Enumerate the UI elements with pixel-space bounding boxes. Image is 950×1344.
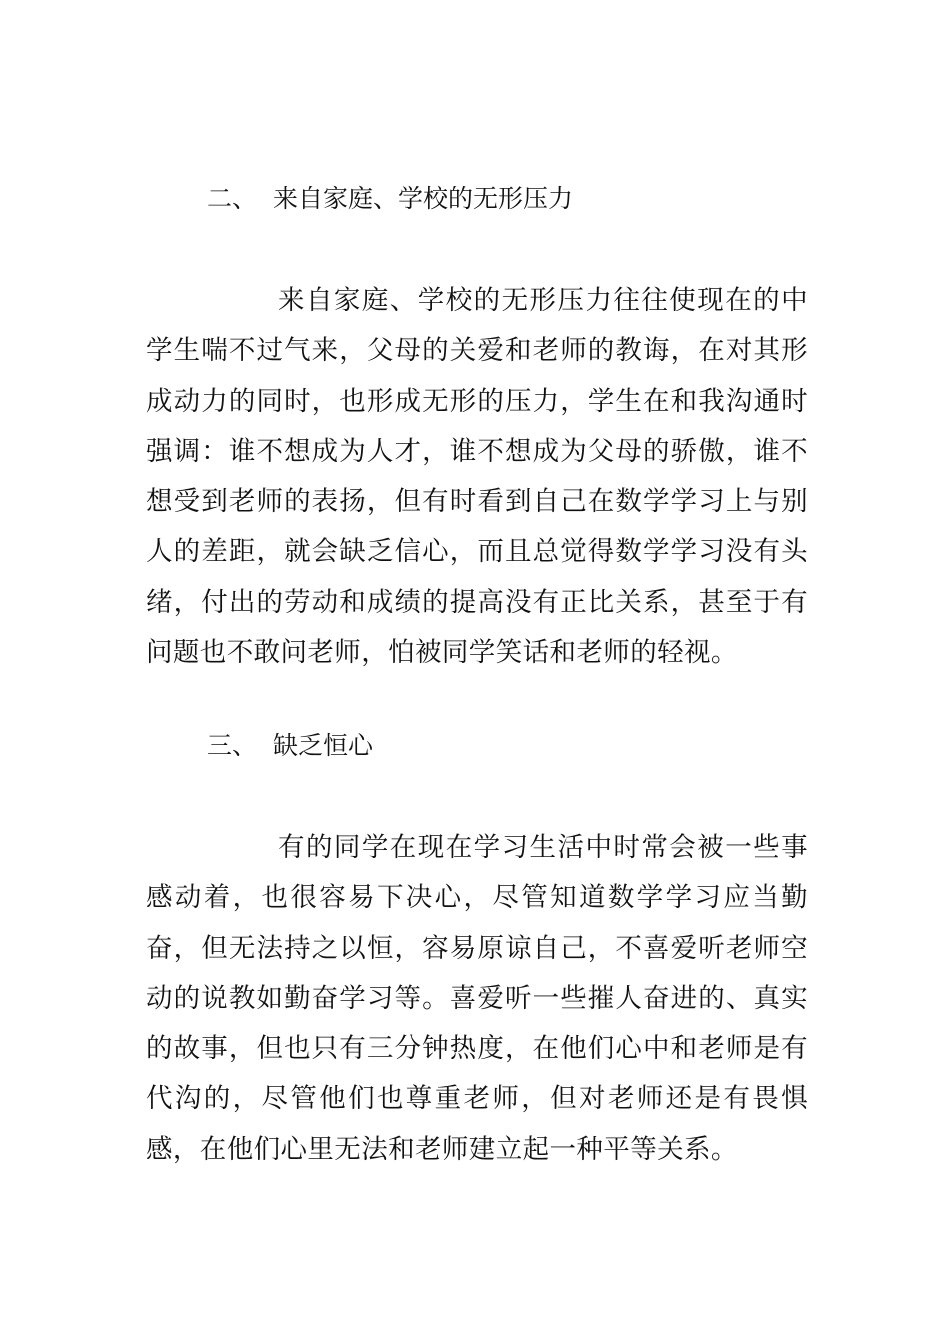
section-heading-2: [207, 183, 573, 215]
section-title: 缺乏恒心: [273, 731, 374, 760]
section-paragraph-3: 有的同学在现在学习生活中时常会被一些事感动着，也很容易下决心，尽管知道数学学习应当勤奋，但无法持之以恒，容易原谅自己，不喜爱听老师空动的说教如勤奋学习等。喜爱听一些摧人奋进的、真实的故事，但也只有三分钟热度，在他们心中和老师是有代沟的，尽管他们也尊重老师，但对老师还是有畏惧感，在他们心里无法和老师建立起一种平等关系。: [146, 832, 808, 1165]
section-heading-3: [207, 730, 373, 762]
section-title: 来自家庭、学校的无形压力: [273, 184, 574, 213]
section-number: 二、: [207, 184, 258, 213]
section-number: 三、: [207, 731, 258, 760]
section-paragraph-2: 来自家庭、学校的无形压力往往使现在的中学生喘不过气来，父母的关爱和老师的教诲，在对其形成动力的同时，也形成无形的压力，学生在和我沟通时强调：谁不想成为人才，谁不想成为父母的骄傲，谁不想受到老师的表扬，但有时看到自己在数学学习上与别人的差距，就会缺乏信心，而且总觉得数学学习没有头绪，付出的劳动和成绩的提高没有正比关系，甚至于有问题也不敢问老师，怕被同学笑话和老师的轻视。: [146, 285, 808, 669]
